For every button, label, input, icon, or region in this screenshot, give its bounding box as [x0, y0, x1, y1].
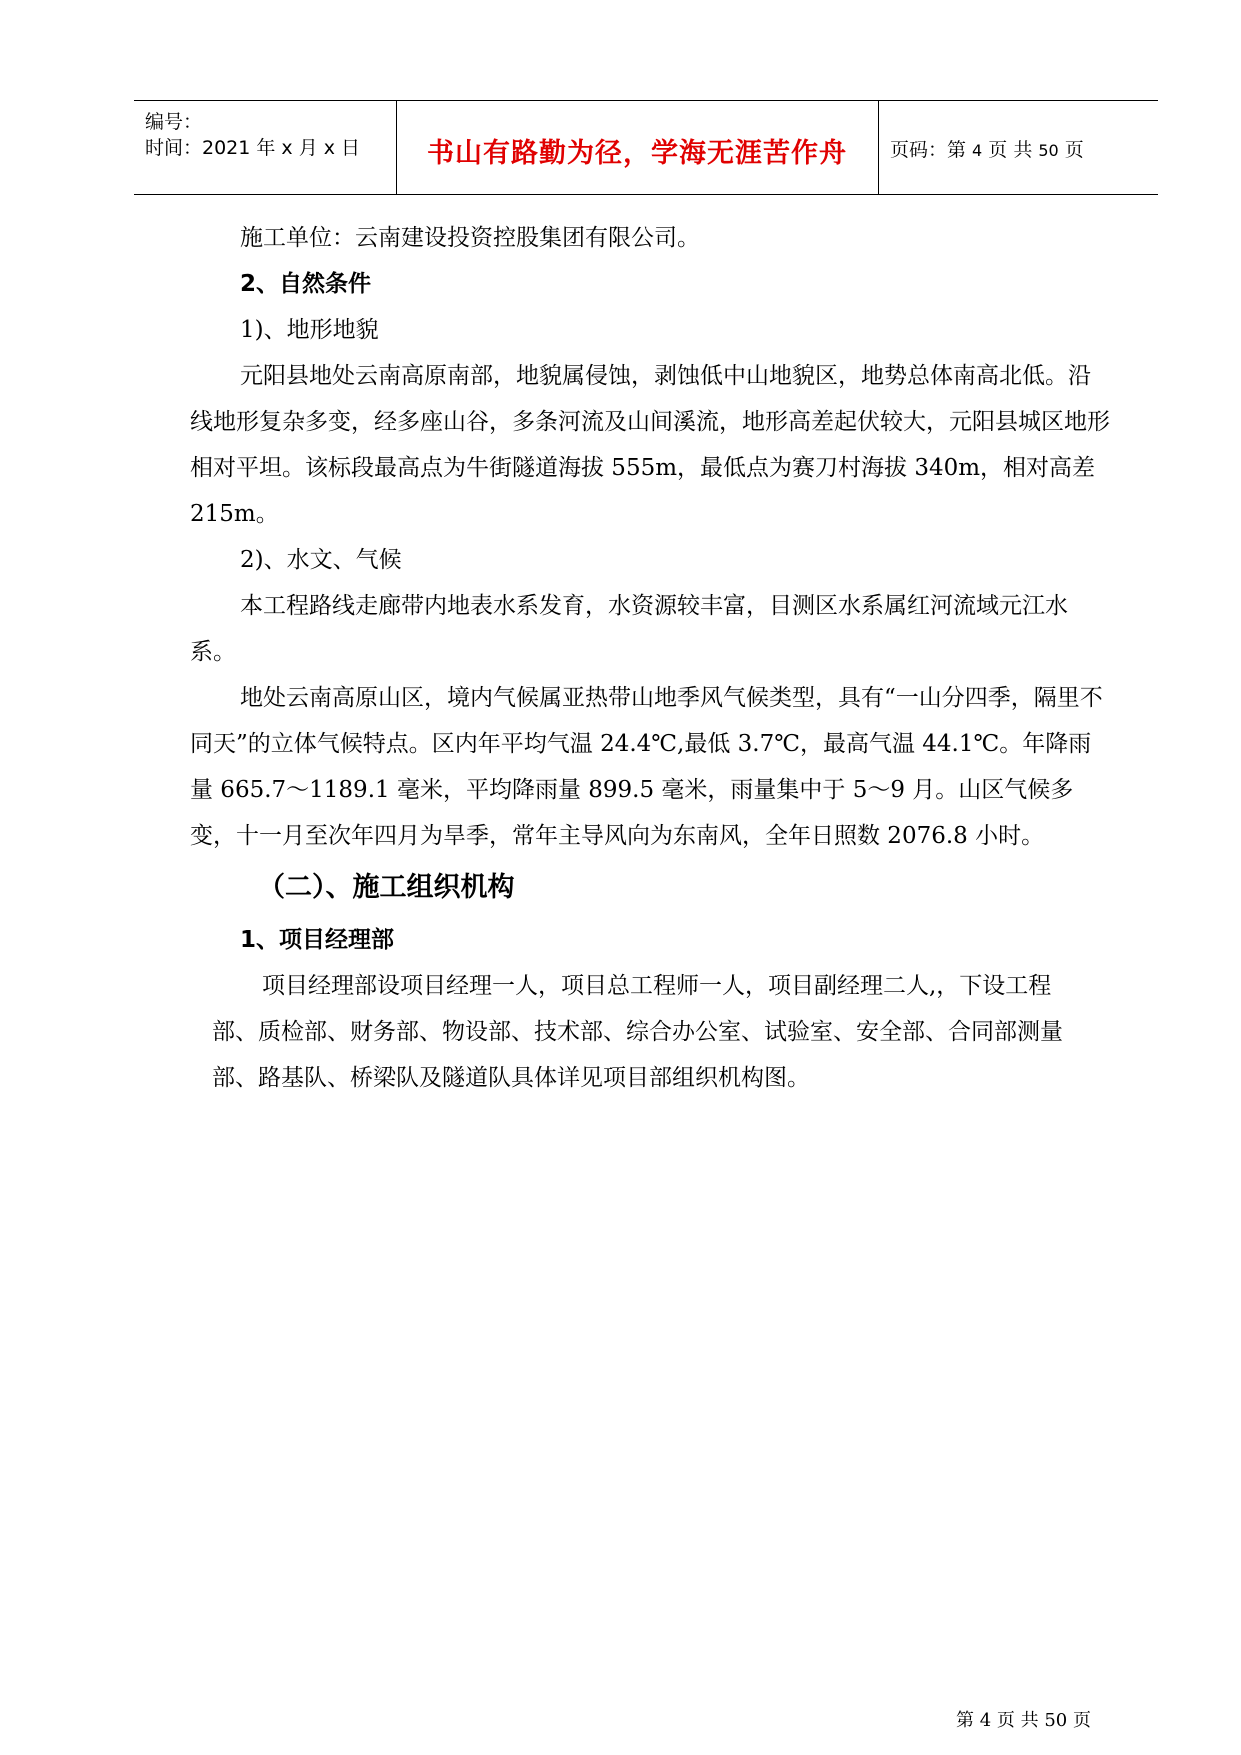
page-footer: 第 4 页 共 50 页: [956, 1710, 1091, 1731]
terrain-heading: 1)、地形地貌: [240, 317, 379, 343]
page-current: 4: [972, 141, 983, 160]
climate-paragraph: 地处云南高原山区，境内气候属亚热带山地季风气候类型，具有“一山分四季，隔里不同天”的立体气候特点。区内年平均气温 24.4℃,最低 3.7℃，最高气温 44.1℃。年降雨量 665.7～1189.1 毫米，平均降雨量 899.5 毫米，雨量集中于 5～9 月。山区气候多变，十一月至次年四月为旱季，常年主导风向为东南风，全年日照数 2076.8 小时。: [190, 685, 1103, 849]
header-info-cell: [134, 101, 397, 194]
document-number-label: 编号：: [145, 111, 203, 133]
project-department-paragraph: 项目经理部设项目经理一人，项目总工程师一人，项目副经理二人,，下设工程部、质检部、财务部、物设部、技术部、综合办公室、试验室、安全部、合同部测量部、路基队、桥梁队及隧道队具体详见项目部组织机构图。: [212, 973, 1063, 1091]
project-department-heading: 1、项目经理部: [240, 927, 395, 953]
page-prefix: 页码：第: [890, 139, 973, 161]
document-time-label: 时间：2021 年 x 月 x 日: [145, 137, 361, 159]
project-department-section: [212, 963, 1080, 1101]
page-total: 50: [1038, 141, 1059, 160]
natural-conditions-heading: 2、自然条件: [240, 271, 372, 297]
hydrology-heading: 2)、水文、气候: [240, 547, 402, 573]
page-suffix: 页: [1058, 139, 1084, 161]
header-motto-cell: [396, 101, 879, 194]
page-header: [134, 100, 1158, 195]
terrain-paragraph: 元阳县地处云南高原南部，地貌属侵蚀，剥蚀低中山地貌区，地势总体南高北低。沿线地形复杂多变，经多座山谷，多条河流及山间溪流，地形高差起伏较大，元阳县城区地形相对平坦。该标段最高点为牛街隧道海拔 555m，最低点为赛刀村海拔 340m，相对高差 215m。: [190, 363, 1110, 527]
header-page-number: [890, 135, 1084, 162]
header-motto: 书山有路勤为径，学海无涯苦作舟: [427, 138, 847, 169]
page-mid: 页 共: [982, 139, 1039, 161]
construction-unit-paragraph: 施工单位：云南建设投资控股集团有限公司。: [240, 225, 700, 251]
document-body: [190, 215, 1110, 1101]
hydrology-paragraph: 本工程路线走廊带内地表水系发育，水资源较丰富，目测区水系属红河流域元江水系。: [190, 593, 1068, 665]
header-page-cell: [878, 101, 1158, 194]
organization-heading: （二）、施工组织机构: [258, 872, 515, 903]
